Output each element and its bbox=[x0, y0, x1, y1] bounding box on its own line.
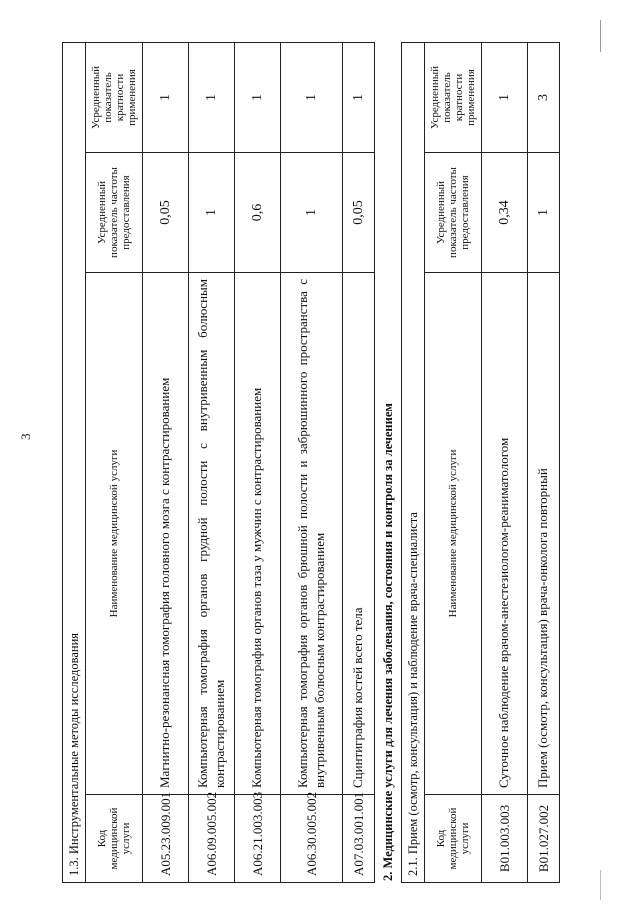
service-name: Сцинтиграфия костей всего тела bbox=[343, 273, 375, 795]
service-name: Компьютерная томография органов таза у мужчин с контрастированием bbox=[235, 273, 281, 795]
frequency-value: 1 bbox=[281, 153, 343, 273]
table-row bbox=[235, 42, 281, 882]
service-code: A07.03.001.001 bbox=[343, 795, 375, 883]
multiplicity-value: 1 bbox=[281, 42, 343, 152]
service-name: Компьютерная томография органов брюшной полости и забрюшинного пространства с внутривенным болюсным контрастированием bbox=[281, 273, 343, 795]
section-heading: 2. Медицинские услуги для лечения заболевания, состояния и контроля за лечением bbox=[381, 403, 395, 881]
multiplicity-value: 1 bbox=[482, 42, 528, 152]
service-code: A06.21.003.003 bbox=[235, 795, 281, 883]
frequency-value: 0,6 bbox=[235, 153, 281, 273]
header-frequency: Усредненный показатель частоты предоставления bbox=[425, 153, 482, 273]
table-row bbox=[343, 42, 375, 882]
page-number: 3 bbox=[18, 433, 33, 440]
service-code: A06.30.005.002 bbox=[281, 795, 343, 883]
table-row bbox=[281, 42, 343, 882]
table-row bbox=[143, 42, 189, 882]
table-caption: 2.1. Прием (осмотр, консультация) и наблюдение врача-специалиста bbox=[402, 42, 425, 882]
service-code: A06.09.005.002 bbox=[189, 795, 235, 883]
service-name: Магнитно-резонансная томография головного мозга с контрастированием bbox=[143, 273, 189, 795]
service-code: A05.23.009.001 bbox=[143, 795, 189, 883]
header-code: Код медицинской услуги bbox=[425, 795, 482, 883]
rotated-document-content bbox=[62, 43, 602, 883]
table-row bbox=[189, 42, 235, 882]
frequency-value: 1 bbox=[189, 153, 235, 273]
service-name: Компьютерная томография органов грудной полости с внутривенным болюсным контрастированием bbox=[189, 273, 235, 795]
multiplicity-value: 1 bbox=[143, 42, 189, 152]
frequency-value: 0,05 bbox=[343, 153, 375, 273]
frequency-value: 0,05 bbox=[143, 153, 189, 273]
table-row bbox=[528, 42, 560, 882]
instrumental-methods-table bbox=[62, 42, 375, 883]
header-frequency: Усредненный показатель частоты предоставления bbox=[86, 153, 143, 273]
header-multiplicity: Усредненный показатель кратности применения bbox=[86, 42, 143, 152]
multiplicity-value: 3 bbox=[528, 42, 560, 152]
header-name: Наименование медицинской услуги bbox=[86, 273, 143, 795]
multiplicity-value: 1 bbox=[235, 42, 281, 152]
multiplicity-value: 1 bbox=[343, 42, 375, 152]
service-name: Суточное наблюдение врачом-анестезиологом-реаниматологом bbox=[482, 273, 528, 795]
frequency-value: 0,34 bbox=[482, 153, 528, 273]
header-name: Наименование медицинской услуги bbox=[425, 273, 482, 795]
header-code: Код медицинской услуги bbox=[86, 795, 143, 883]
specialist-consultation-table bbox=[401, 42, 560, 883]
service-code: B01.027.002 bbox=[528, 795, 560, 883]
table-row bbox=[482, 42, 528, 882]
service-name: Прием (осмотр, консультация) врача-онколога повторный bbox=[528, 273, 560, 795]
frequency-value: 1 bbox=[528, 153, 560, 273]
multiplicity-value: 1 bbox=[189, 42, 235, 152]
header-multiplicity: Усредненный показатель кратности применения bbox=[425, 42, 482, 152]
table-caption: 1.3. Инструментальные методы исследования bbox=[63, 42, 86, 882]
service-code: B01.003.003 bbox=[482, 795, 528, 883]
